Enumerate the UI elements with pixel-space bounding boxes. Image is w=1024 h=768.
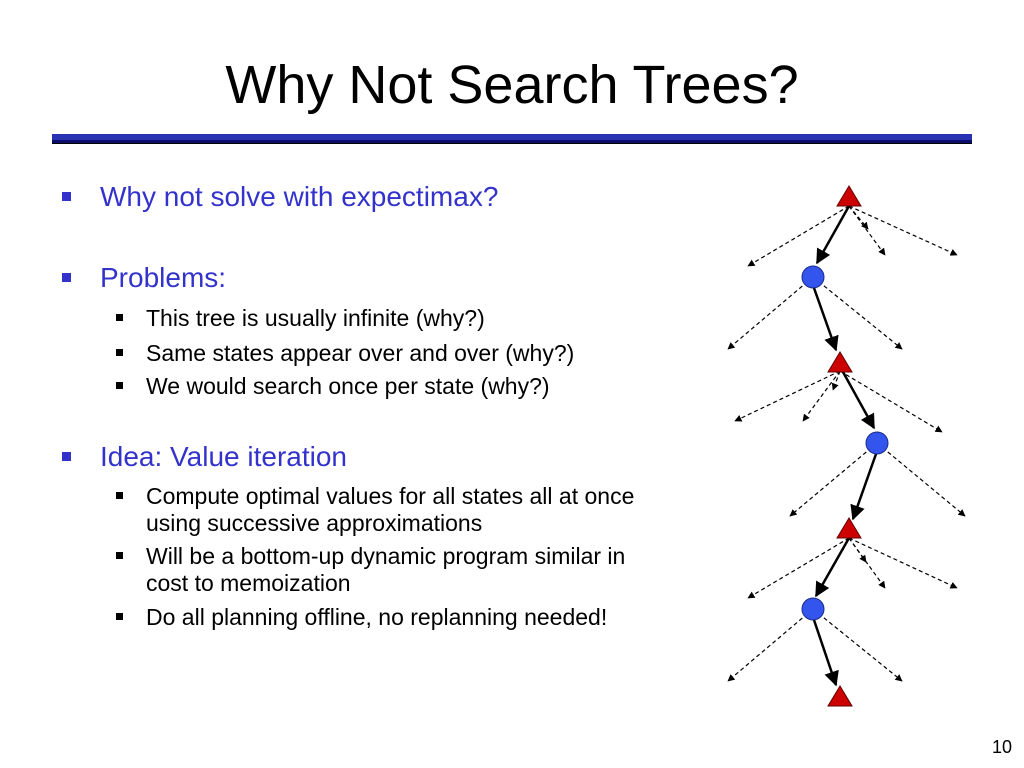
sub-bullet-text: We would search once per state (why?): [146, 373, 550, 399]
sub-bullet-text: This tree is usually infinite (why?): [146, 305, 485, 331]
sub-bullet-text: Same states appear over and over (why?): [146, 340, 575, 366]
square-bullet-icon: [116, 552, 123, 559]
square-bullet-icon: [62, 273, 71, 282]
sub-bullet-text: Compute optimal values for all states all at once using successive approximations: [146, 483, 635, 536]
bullet-item: [100, 262, 226, 294]
square-bullet-icon: [116, 314, 123, 321]
chance-node-circle-icon: [802, 598, 824, 620]
sub-bullet-item: [146, 604, 646, 631]
sub-bullet-item: [146, 340, 574, 367]
square-bullet-icon: [116, 382, 123, 389]
square-bullet-icon: [62, 192, 71, 201]
square-bullet-icon: [116, 613, 123, 620]
bullet-text: Idea: Value iteration: [100, 441, 347, 472]
max-node-triangle-icon: [828, 686, 852, 706]
max-node-triangle-icon: [837, 518, 861, 538]
search-tree-diagram: [700, 170, 1000, 715]
sub-bullet-item: [146, 483, 691, 537]
square-bullet-icon: [62, 452, 71, 461]
sub-bullet-item: [146, 305, 485, 332]
page-number: 10: [991, 737, 1012, 757]
max-node-triangle-icon: [828, 352, 852, 372]
chance-node-circle-icon: [802, 266, 824, 288]
bullet-item: [100, 441, 347, 473]
sub-bullet-text: Do all planning offline, no replanning needed!: [146, 604, 608, 630]
bullet-text: Why not solve with expectimax?: [100, 181, 499, 212]
dashed-branches: [728, 206, 965, 681]
sub-bullet-item: [146, 373, 550, 400]
slide-title: Why Not Search Trees?: [225, 55, 799, 115]
sub-bullet-text: Will be a bottom-up dynamic program similar in cost to memoization: [146, 543, 626, 596]
square-bullet-icon: [116, 349, 123, 356]
max-node-triangle-icon: [837, 186, 861, 206]
bullet-text: Problems:: [100, 262, 227, 293]
square-bullet-icon: [116, 492, 123, 499]
sub-bullet-item: [146, 543, 646, 597]
chance-node-circle-icon: [866, 432, 888, 454]
bullet-item: [100, 181, 498, 213]
